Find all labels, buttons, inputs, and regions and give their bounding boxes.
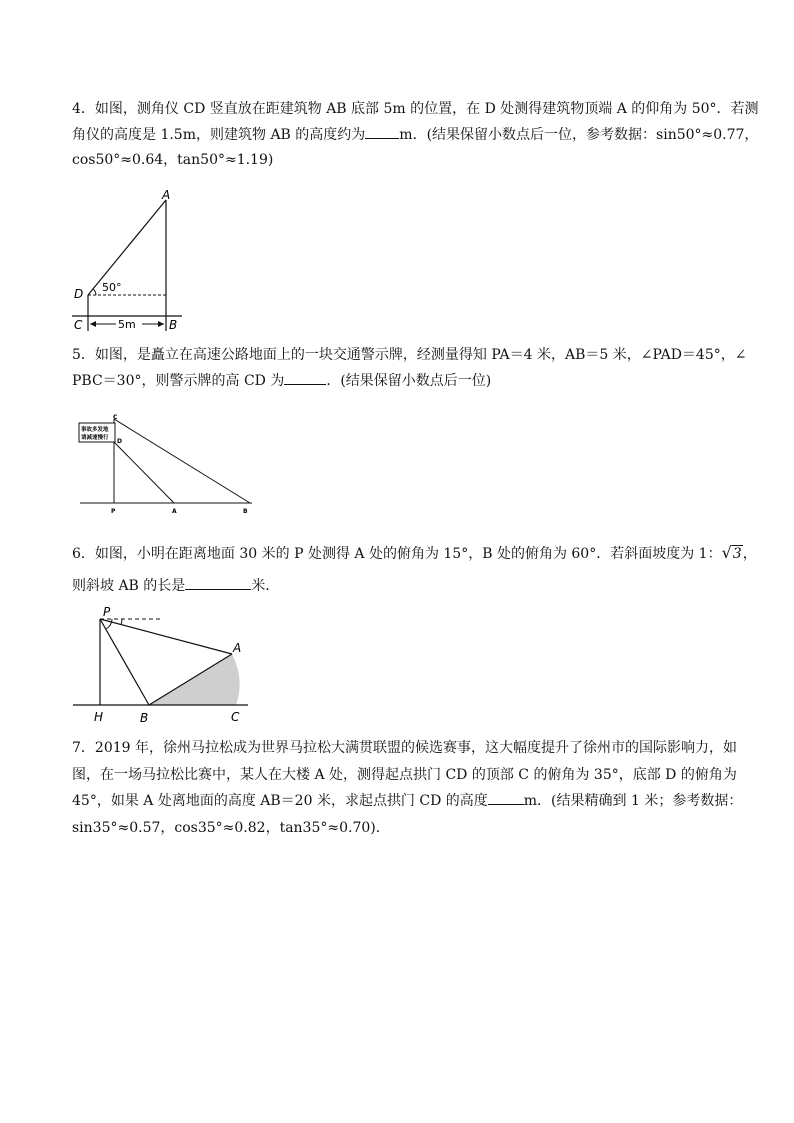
problem-5-line-2	[72, 368, 722, 394]
problem-7-line-3	[72, 788, 743, 815]
fig6-label-P: P	[103, 605, 111, 619]
fig5-label-D: D	[117, 438, 122, 445]
problem-6-line-1c: ，	[742, 546, 757, 562]
problem-5-line-2b: ．(结果保留小数点后一位)	[326, 373, 492, 389]
problem-5	[72, 343, 747, 394]
figure-5	[76, 412, 258, 518]
problem-4-line-1: 4．如图，测角仪 CD 竖直放在距建筑物 AB 底部 5m 的位置，在 D 处测得建筑物顶端 A 的仰角为 50°．若测	[72, 101, 759, 117]
problem-6-line-2a: 则斜坡 AB 的长是	[72, 578, 186, 594]
fig4-angle-label: 50°	[102, 281, 122, 294]
problem-7-line-4: sin35°≈0.57，cos35°≈0.82，tan35°≈0.70)．	[72, 819, 390, 836]
fig6-label-B: B	[140, 711, 149, 725]
fig6-label-A: A	[233, 641, 242, 655]
sign-text-line-1: 事故多发地	[81, 427, 109, 433]
problem-7-line-1: 7．2019 年，徐州马拉松成为世界马拉松大满贯联盟的候选赛事，这大幅度提升了徐州市的国际影响力，如	[72, 740, 737, 756]
answer-blank-6	[185, 573, 251, 590]
problem-7-line-3b: m．(结果精确到 1 米；参考数据：	[523, 793, 743, 809]
problem-7	[72, 735, 743, 841]
problem-4-line-3: cos50°≈0.64，tan50°≈1.19)	[72, 152, 274, 168]
fig4-distance-label: 5m	[118, 318, 136, 331]
problem-6-line-2	[72, 570, 722, 602]
answer-blank-4	[365, 122, 399, 139]
sqrt-sign: √	[721, 543, 732, 562]
fig4-label-D: D	[74, 287, 84, 301]
fig5-label-P: P	[111, 508, 116, 515]
figure-4	[68, 188, 198, 336]
sqrt-radicand: 3	[732, 546, 742, 562]
fig6-label-C: C	[231, 710, 240, 724]
fig5-label-A: A	[172, 508, 177, 515]
slope-shading	[149, 654, 240, 705]
figure-6	[70, 602, 250, 726]
problem-4-line-2b: m．(结果保留小数点后一位，参考数据：sin50°≈0.77，	[399, 127, 759, 143]
problem-5-line-1: 5．如图，是矗立在高速公路地面上的一块交通警示牌，经测量得知 PA＝4 米，AB＝5 米，∠PAD＝45°，∠	[72, 347, 747, 363]
problem-6-line-1a: 6．如图，小明在距离地面 30 米的 P 处测得 A 处的俯角为 15°，B 处的俯角为 60°．若斜面坡度为 1：	[72, 546, 722, 562]
problem-7-line-2: 图，在一场马拉松比赛中，某人在大楼 A 处，测得起点拱门 CD 的顶部 C 的俯角为 35°，底部 D 的俯角为	[72, 766, 737, 783]
answer-blank-5	[284, 368, 326, 385]
fig5-label-B: B	[243, 508, 248, 515]
fig6-label-H: H	[94, 710, 104, 724]
fig4-label-B: B	[169, 318, 178, 332]
fig4-label-A: A	[162, 188, 171, 202]
answer-blank-7	[488, 788, 524, 805]
problem-5-line-2a: PBC＝30°，则警示牌的高 CD 为	[72, 373, 285, 389]
problem-4-line-2	[72, 122, 759, 148]
problem-4-line-2a: 角仪的高度是 1.5m，则建筑物 AB 的高度约为	[72, 127, 366, 143]
problem-6-line-2b: 米．	[251, 578, 280, 594]
problem-7-line-3a: 45°，如果 A 处离地面的高度 AB＝20 米，求起点拱门 CD 的高度	[72, 793, 488, 809]
problem-6	[72, 537, 757, 602]
problem-4	[72, 97, 759, 173]
fig4-label-C: C	[74, 318, 83, 332]
fig5-label-C: C	[113, 414, 118, 421]
sign-text-line-2: 请减速慢行	[81, 435, 109, 441]
problem-6-line-1	[72, 537, 757, 570]
